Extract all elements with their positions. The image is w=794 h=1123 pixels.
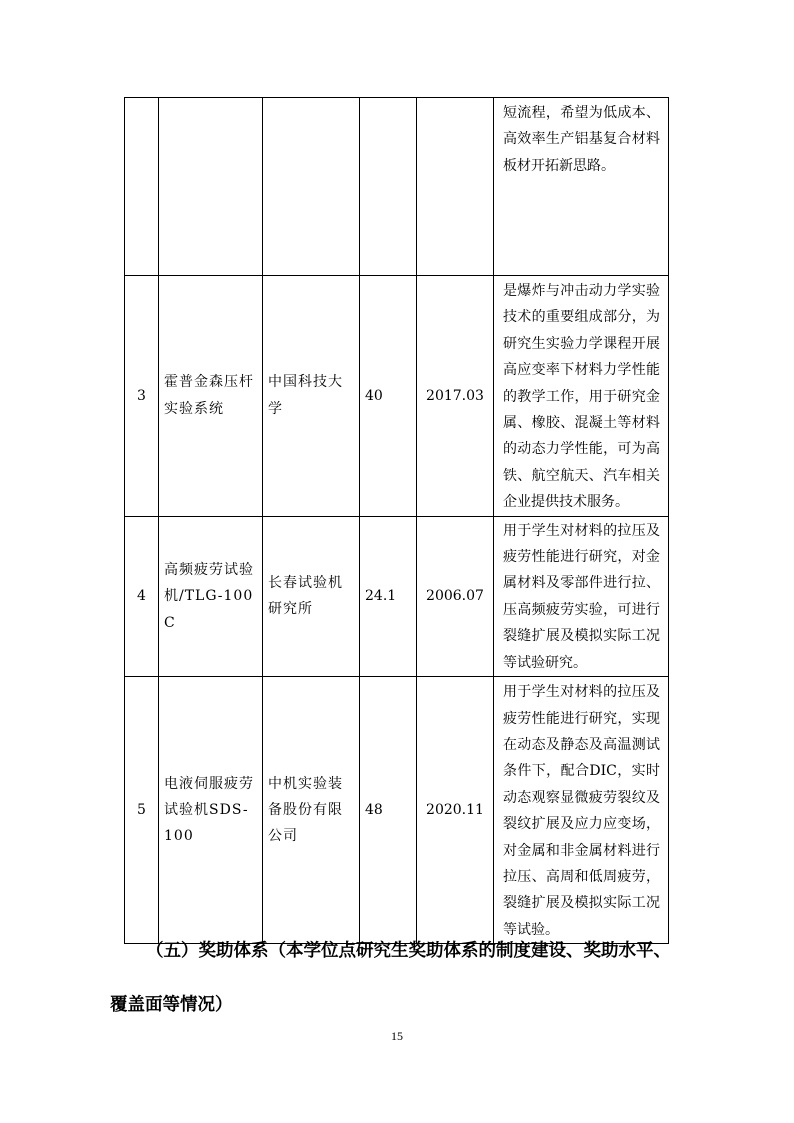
table-row <box>125 677 669 944</box>
equipment-name-text: 电液伺服疲劳试验机SDS-100 <box>164 775 254 845</box>
cell-price <box>360 98 417 276</box>
manufacturer-text: 长春试验机研究所 <box>268 574 343 618</box>
cell-equipment-name <box>159 98 263 276</box>
manufacturer-text: 中机实验装备股份有限公司 <box>268 775 343 845</box>
cell-number: 3 <box>125 276 159 517</box>
cell-number: 5 <box>125 677 159 944</box>
equipment-name-text: 霍普金森压杆实验系统 <box>164 374 254 417</box>
table-row <box>125 516 669 676</box>
cell-date: 2020.11 <box>417 677 494 944</box>
section-heading: （五）奖助体系（本学位点研究生奖助体系的制度建设、奖助水平、覆盖面等情况） <box>110 941 671 1015</box>
cell-description <box>494 98 669 276</box>
description-text: 短流程，希望为低成本、高效率生产铝基复合材料板材开拓新思路。 <box>503 105 660 174</box>
cell-date: 2017.03 <box>417 276 494 517</box>
cell-date: 2006.07 <box>417 516 494 676</box>
table-row <box>125 276 669 517</box>
description-text: 是爆炸与冲击动力学实验技术的重要组成部分，为研究生实验力学课程开展高应变率下材料力学性能的教学工作，用于研究金属、橡胶、混凝土等材料的动态力学性能，可为高铁、航空航天、汽车相关企业提供技术服务。 <box>503 283 660 511</box>
cell-manufacturer <box>263 677 360 944</box>
cell-number <box>125 98 159 276</box>
equipment-name-text: 高频疲劳试验机/TLG-100C <box>164 561 254 631</box>
cell-description <box>494 677 669 944</box>
cell-manufacturer <box>263 276 360 517</box>
cell-equipment-name <box>159 516 263 676</box>
cell-price: 40 <box>360 276 417 517</box>
description-text: 用于学生对材料的拉压及疲劳性能进行研究，对金属材料及零部件进行拉、压高频疲劳实验，可进行裂缝扩展及模拟实际工况等试验研究。 <box>503 522 660 671</box>
manufacturer-text: 中国科技大学 <box>268 374 343 417</box>
cell-price: 48 <box>360 677 417 944</box>
cell-price: 24.1 <box>360 516 417 676</box>
cell-description <box>494 276 669 517</box>
description-text: 用于学生对材料的拉压及疲劳性能进行研究，实现在动态及静态及高温测试条件下，配合DIC，实时动态观察显微疲劳裂纹及裂纹扩展及应力应变场，对金属和非金属材料进行拉压、高周和低周疲劳，裂缝扩展及模拟实际工况等试验。 <box>503 684 660 938</box>
cell-manufacturer <box>263 516 360 676</box>
cell-number: 4 <box>125 516 159 676</box>
equipment-table <box>124 97 669 944</box>
table-row <box>125 98 669 276</box>
cell-manufacturer <box>263 98 360 276</box>
cell-description <box>494 516 669 676</box>
cell-equipment-name <box>159 276 263 517</box>
cell-equipment-name <box>159 677 263 944</box>
page-number: 15 <box>391 1029 403 1043</box>
cell-date <box>417 98 494 276</box>
